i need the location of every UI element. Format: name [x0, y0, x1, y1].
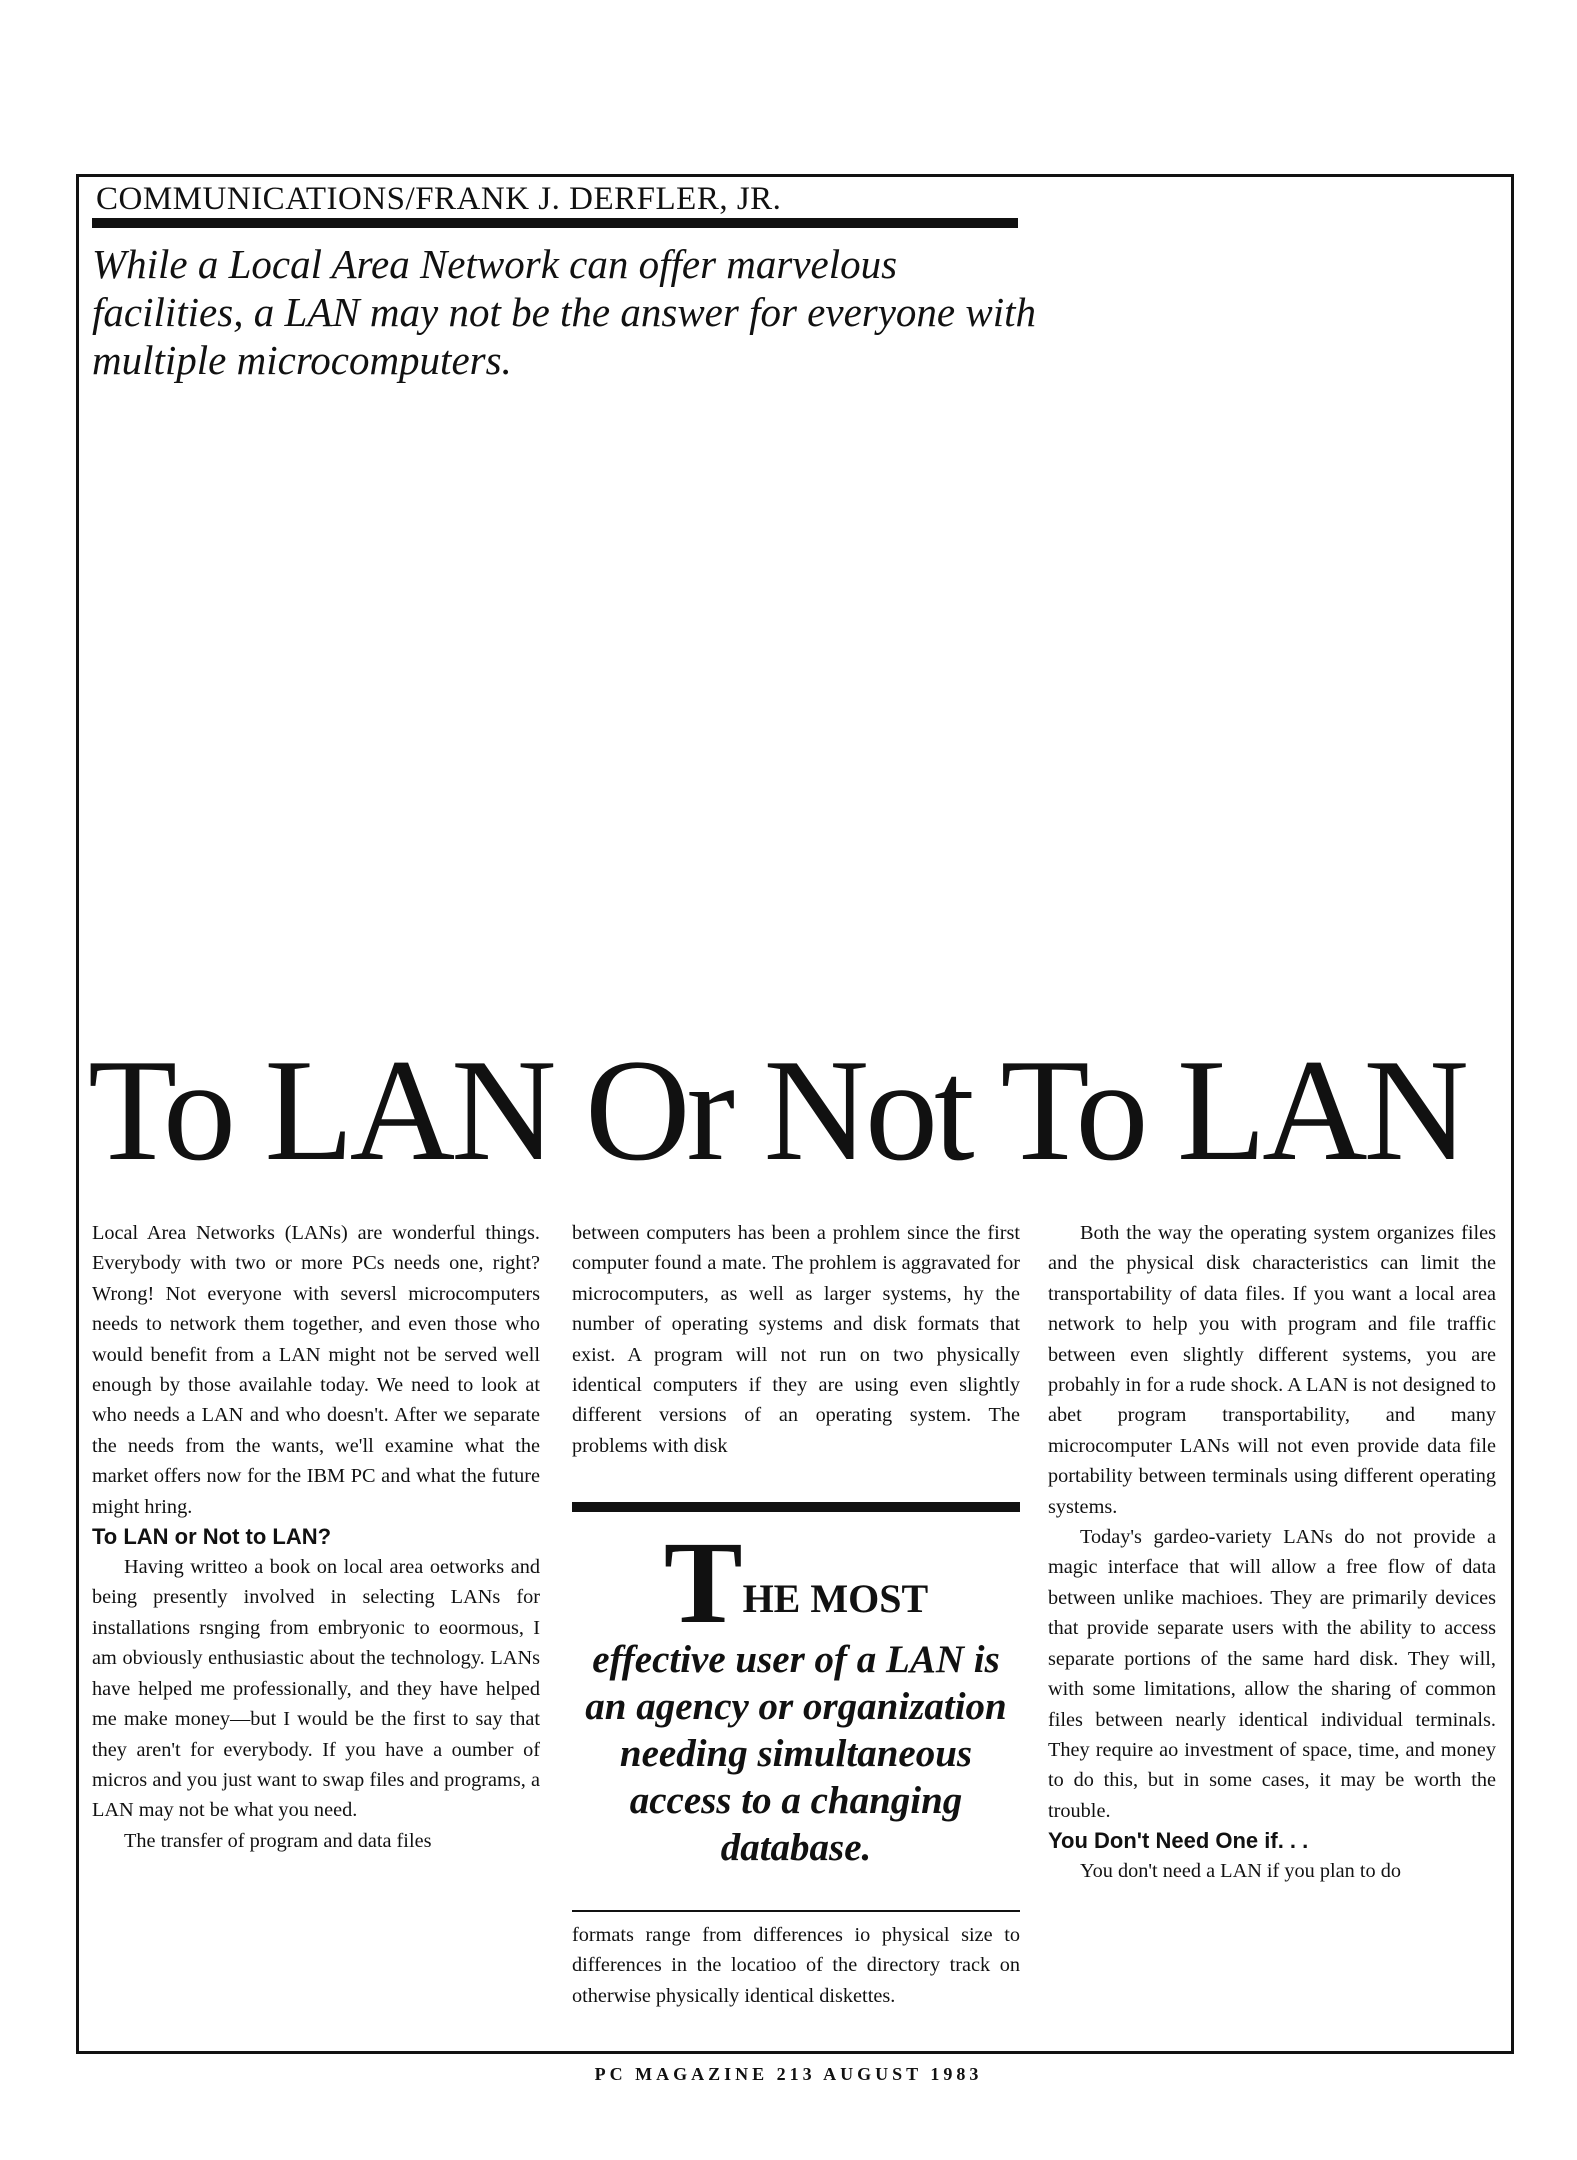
- page-footer: PC MAGAZINE 213 AUGUST 1983: [594, 2064, 983, 2084]
- subheading: You Don't Need One if. . .: [1048, 1828, 1309, 1854]
- text-column-1: [92, 1218, 540, 1856]
- pullquote-body: effective user of a LAN is an agency or organization needing simultaneous access to a changing database.: [585, 1638, 1007, 1869]
- paragraph: Both the way the operating system organizes files and the physical disk characteristics can limit the transportability of data files. If you want a local area network to help you with program and file traffic between even slightly different systems, you are probahly in for a rude shock. A LAN is not designed to abet program transportability, and many microcomputer LANs will not even provide data file portability between terminals using different operating systems.: [1048, 1222, 1496, 1518]
- pullquote-lead: HE MOST: [742, 1576, 929, 1621]
- paragraph: Local Area Networks (LANs) are wonderful things. Everybody with two or more PCs needs one, right? Wrong! Not everyone with seversl microcomputers needs to network them together, and even those who would benefit from a LAN might not be served well enough by those availahle today. We need to look at who needs a LAN and who doesn't. After we separate the needs from the wants, we'll examine what the market offers now for the IBM PC and what the future might hring.: [92, 1222, 540, 1518]
- subheading: To LAN or Not to LAN?: [92, 1524, 332, 1550]
- paragraph: between computers has been a prohlem since the first computer found a mate. The prohlem is aggravated for microcomputers, as well as larger systems, hy the number of operating systems and disk formats that exist. A program will not run on two physically identical computers if they are using even slightly different versions of an operating system. The problems with disk: [572, 1222, 1020, 1457]
- paragraph: formats range from differences io physical size to differences in the locatioo of the directory track on otherwise physically identical diskettes.: [572, 1924, 1020, 2007]
- pullquote-first-line: [663, 1517, 929, 1648]
- paragraph: You don't need a LAN if you plan to do: [1080, 1860, 1401, 1883]
- article-deck: While a Local Area Network can offer marvelous facilities, a LAN may not be the answer for everyone with multiple microcomputers.: [92, 241, 1037, 383]
- text-column-2-continued: [572, 1920, 1020, 2011]
- paragraph: Having writteo a book on local area oetworks and being presently involved in selecting LANs for installations rsnging from embryonic to eoormous, I am obviously enthusiastic about the technology. LANs have helped me professionally, and they have helped me make money—but I would be the first to say that they aren't for everybody. If you have a oumber of micros and you just want to swap files and programs, a LAN may not be what you need.: [92, 1556, 540, 1822]
- article-headline: To LAN Or Not To LAN: [88, 1029, 1466, 1191]
- paragraph: Today's gardeo-variety LANs do not provide a magic interface that will allow a free flow of data between unlike machioes. They are primarily devices that provide separate users with the ability to access separate portions of the same hard disk. They will, with some limitations, allow the sharing of common files between nearly identical individual terminals. They require ao investment of space, time, and money to do this, but in some cases, it may be worth the trouble.: [1048, 1526, 1496, 1822]
- pullquote-top-rule: [572, 1502, 1020, 1512]
- pullquote-bottom-rule: [572, 1910, 1020, 1912]
- column-header: COMMUNICATIONS/FRANK J. DERFLER, JR.: [96, 181, 782, 217]
- paragraph: The transfer of program and data files: [124, 1829, 432, 1852]
- pull-quote: [572, 1517, 1020, 1871]
- header-rule: [92, 218, 1018, 228]
- text-column-2: [572, 1218, 1020, 1461]
- text-column-3: [1048, 1218, 1496, 1887]
- drop-cap: T: [663, 1517, 743, 1648]
